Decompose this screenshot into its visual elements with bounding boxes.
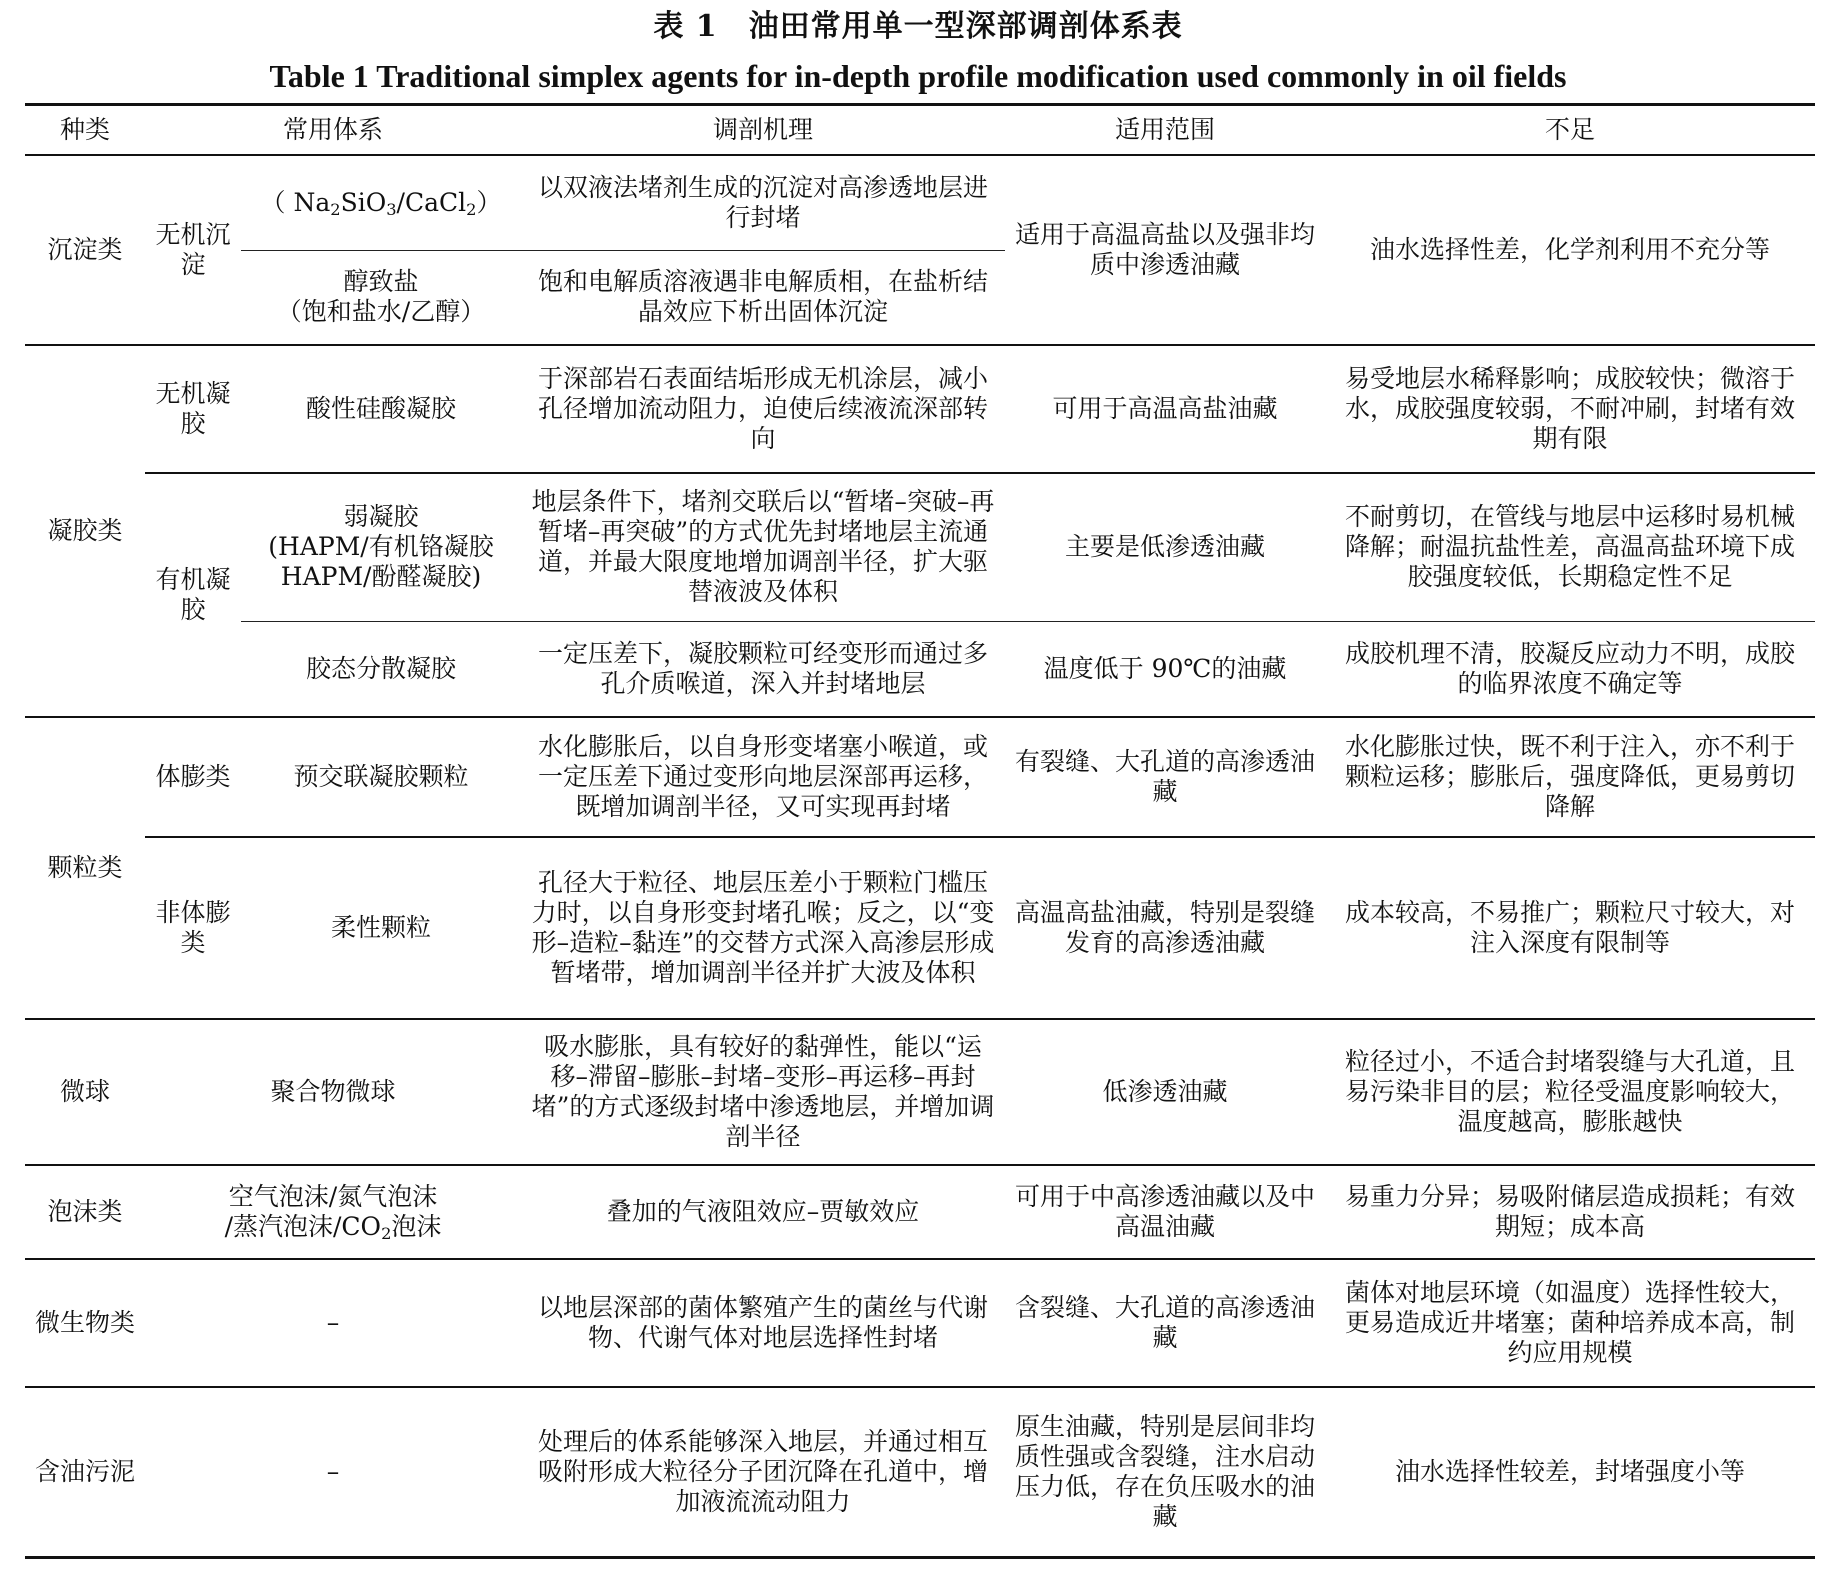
system-cell: 柔性颗粒 bbox=[241, 837, 521, 1019]
system-cell: 聚合物微球 bbox=[145, 1019, 521, 1165]
system-cell: – bbox=[145, 1259, 521, 1387]
subkind-cell: 体膨类 bbox=[145, 717, 241, 837]
scope-cell: 原生油藏，特别是层间非均质性强或含裂缝，注水启动压力低，存在负压吸水的油藏 bbox=[1005, 1387, 1325, 1557]
mechanism-cell: 地层条件下，堵剂交联后以“暂堵–突破–再暂堵–再突破”的方式优先封堵地层主流通道，并最大限度地增加调剖半径，扩大驱替液波及体积 bbox=[521, 473, 1005, 621]
formula-subscript: 2 bbox=[330, 199, 341, 219]
shortcoming-cell: 成胶机理不清，胶凝反应动力不明，成胶的临界浓度不确定等 bbox=[1325, 621, 1815, 717]
system-cell: 胶态分散凝胶 bbox=[241, 621, 521, 717]
table-row bbox=[25, 1387, 1815, 1557]
system-cell bbox=[241, 155, 521, 250]
formula-part: 泡沫 bbox=[391, 1212, 442, 1241]
formula-subscript: 3 bbox=[386, 199, 397, 219]
scope-cell: 适用于高温高盐以及强非均质中渗透油藏 bbox=[1005, 155, 1325, 345]
system-line: 空气泡沫/氮气泡沫 bbox=[228, 1182, 438, 1211]
system-cell bbox=[241, 473, 521, 621]
subkind-cell: 有机凝胶 bbox=[145, 473, 241, 717]
mechanism-cell: 叠加的气液阻效应–贾敏效应 bbox=[521, 1165, 1005, 1259]
table-row bbox=[25, 1165, 1815, 1259]
kind-cell: 微生物类 bbox=[25, 1259, 145, 1387]
kind-cell: 沉淀类 bbox=[25, 155, 145, 345]
header-shortcoming: 不足 bbox=[1325, 105, 1815, 156]
scope-cell: 低渗透油藏 bbox=[1005, 1019, 1325, 1165]
kind-cell: 微球 bbox=[25, 1019, 145, 1165]
scope-cell: 可用于中高渗透油藏以及中高温油藏 bbox=[1005, 1165, 1325, 1259]
system-line: HAPM/酚醛凝胶) bbox=[280, 562, 482, 592]
table-row bbox=[25, 1259, 1815, 1387]
table-row bbox=[25, 717, 1815, 837]
system-line: (HAPM/有机铬凝胶 bbox=[268, 532, 494, 562]
system-cell bbox=[241, 250, 521, 345]
kind-cell: 含油污泥 bbox=[25, 1387, 145, 1557]
system-cell: 酸性硅酸凝胶 bbox=[241, 345, 521, 473]
system-line: 弱凝胶 bbox=[343, 502, 419, 532]
formula-part: ） bbox=[476, 187, 502, 217]
shortcoming-cell: 易重力分异；易吸附储层造成损耗；有效期短；成本高 bbox=[1325, 1165, 1815, 1259]
mechanism-cell: 处理后的体系能够深入地层，并通过相互吸附形成大粒径分子团沉降在孔道中，增加液流流动阻力 bbox=[521, 1387, 1005, 1557]
mechanism-cell: 一定压差下，凝胶颗粒可经变形而通过多孔介质喉道，深入并封堵地层 bbox=[521, 621, 1005, 717]
mechanism-cell: 孔径大于粒径、地层压差小于颗粒门槛压力时，以自身形变封堵孔喉；反之，以“变形–造粒–黏连”的交替方式深入高渗层形成暂堵带，增加调剖半径并扩大波及体积 bbox=[521, 837, 1005, 1019]
mechanism-cell: 吸水膨胀，具有较好的黏弹性，能以“运移–滞留–膨胀–封堵–变形–再运移–再封堵”的方式逐级封堵中渗透地层，并增加调剖半径 bbox=[521, 1019, 1005, 1165]
shortcoming-cell: 粒径过小，不适合封堵裂缝与大孔道，且易污染非目的层；粒径受温度影响较大，温度越高，膨胀越快 bbox=[1325, 1019, 1815, 1165]
formula-part: SiO bbox=[340, 187, 387, 217]
system-cell: – bbox=[145, 1387, 521, 1557]
mechanism-cell: 饱和电解质溶液遇非电解质相，在盐析结晶效应下析出固体沉淀 bbox=[521, 250, 1005, 345]
shortcoming-cell: 菌体对地层环境（如温度）选择性较大，更易造成近井堵塞；菌种培养成本高，制约应用规模 bbox=[1325, 1259, 1815, 1387]
scope-cell: 可用于高温高盐油藏 bbox=[1005, 345, 1325, 473]
mechanism-cell: 以双液法堵剂生成的沉淀对高渗透地层进行封堵 bbox=[521, 155, 1005, 250]
table-caption bbox=[0, 6, 1836, 98]
header-mechanism: 调剖机理 bbox=[521, 105, 1005, 156]
table-row bbox=[25, 621, 1815, 717]
shortcoming-cell: 水化膨胀过快，既不利于注入，亦不利于颗粒运移；膨胀后，强度降低，更易剪切降解 bbox=[1325, 717, 1815, 837]
kind-cell: 颗粒类 bbox=[25, 717, 145, 1019]
scope-cell: 主要是低渗透油藏 bbox=[1005, 473, 1325, 621]
mechanism-cell: 于深部岩石表面结垢形成无机涂层，减小孔径增加流动阻力，迫使后续液流深部转向 bbox=[521, 345, 1005, 473]
mechanism-cell: 水化膨胀后，以自身形变堵塞小喉道，或一定压差下通过变形向地层深部再运移，既增加调剖半径，又可实现再封堵 bbox=[521, 717, 1005, 837]
header-system: 常用体系 bbox=[145, 105, 521, 156]
subkind-cell: 无机凝胶 bbox=[145, 345, 241, 473]
scope-cell: 高温高盐油藏，特别是裂缝发育的高渗透油藏 bbox=[1005, 837, 1325, 1019]
system-cell: 预交联凝胶颗粒 bbox=[241, 717, 521, 837]
profile-agents-table bbox=[25, 103, 1815, 1559]
formula-part: /CaCl bbox=[396, 187, 467, 217]
table-row bbox=[25, 473, 1815, 621]
formula-subscript: 2 bbox=[466, 199, 477, 219]
shortcoming-cell: 易受地层水稀释影响；成胶较快；微溶于水，成胶强度较弱，不耐冲刷，封堵有效期有限 bbox=[1325, 345, 1815, 473]
table-row bbox=[25, 837, 1815, 1019]
header-scope: 适用范围 bbox=[1005, 105, 1325, 156]
scope-cell: 含裂缝、大孔道的高渗透油藏 bbox=[1005, 1259, 1325, 1387]
formula-subscript: 2 bbox=[381, 1224, 392, 1244]
kind-cell: 泡沫类 bbox=[25, 1165, 145, 1259]
subkind-cell: 无机沉淀 bbox=[145, 155, 241, 345]
system-line: （饱和盐水/乙醇） bbox=[276, 297, 486, 327]
formula-part: （ Na bbox=[260, 187, 331, 217]
header-kind: 种类 bbox=[25, 105, 145, 156]
kind-cell: 凝胶类 bbox=[25, 345, 145, 717]
mechanism-cell: 以地层深部的菌体繁殖产生的菌丝与代谢物、代谢气体对地层选择性封堵 bbox=[521, 1259, 1005, 1387]
system-line bbox=[155, 1212, 511, 1242]
table-title-english: Table 1 Traditional simplex agents for in-depth profile modification used commonly in oil fields bbox=[269, 58, 1567, 94]
table-row bbox=[25, 155, 1815, 250]
shortcoming-cell: 不耐剪切，在管线与地层中运移时易机械降解；耐温抗盐性差，高温高盐环境下成胶强度较低，长期稳定性不足 bbox=[1325, 473, 1815, 621]
header-row bbox=[25, 105, 1815, 156]
table-row bbox=[25, 1019, 1815, 1165]
system-line: 醇致盐 bbox=[343, 267, 419, 297]
shortcoming-cell: 油水选择性较差，封堵强度小等 bbox=[1325, 1387, 1815, 1557]
table-row bbox=[25, 345, 1815, 473]
shortcoming-cell: 油水选择性差，化学剂利用不充分等 bbox=[1325, 155, 1815, 345]
scope-cell: 温度低于 90℃的油藏 bbox=[1005, 621, 1325, 717]
shortcoming-cell: 成本较高，不易推广；颗粒尺寸较大，对注入深度有限制等 bbox=[1325, 837, 1815, 1019]
subkind-cell: 非体膨类 bbox=[145, 837, 241, 1019]
system-cell bbox=[145, 1165, 521, 1259]
formula-part: /蒸汽泡沫/CO bbox=[224, 1212, 382, 1241]
table-title-chinese: 表 1 油田常用单一型深部调剖体系表 bbox=[653, 9, 1183, 44]
scope-cell: 有裂缝、大孔道的高渗透油藏 bbox=[1005, 717, 1325, 837]
